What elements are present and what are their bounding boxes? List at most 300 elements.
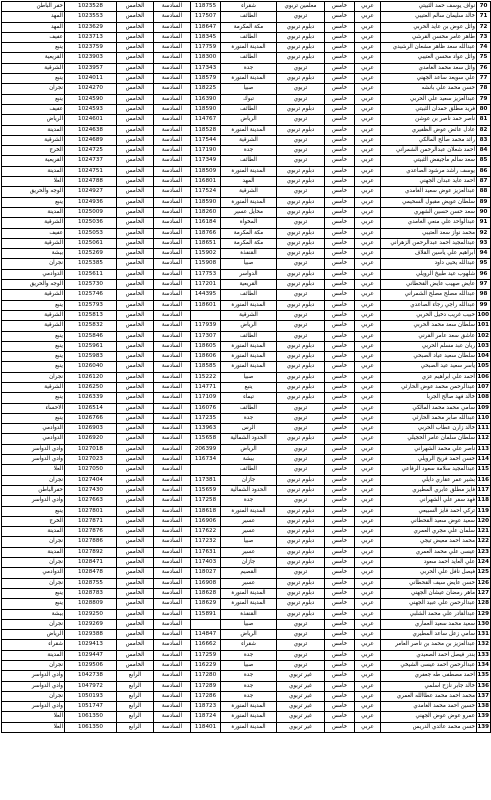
- qualification-cell: دبلوم تربوي: [277, 166, 325, 176]
- teacher-name-cell: سعد سالم ماجيفض الثبيتي: [381, 156, 477, 166]
- grade-cell: الخامس: [117, 382, 154, 392]
- grade-cell: الخامس: [117, 475, 154, 485]
- level-cell: السادسة: [154, 166, 191, 176]
- id-number-cell: 1027886: [65, 537, 117, 547]
- teacher-name-cell: عيسى علي محمد العمري: [381, 547, 477, 557]
- level-cell: السادسة: [154, 485, 191, 495]
- table-row: [2, 218, 491, 228]
- specialty-cell: عربي: [355, 444, 381, 454]
- region-cell: ينبع: [2, 599, 65, 609]
- rank-cell: خامس: [325, 166, 355, 176]
- row-number-cell: 104: [477, 352, 491, 362]
- id-number-cell: 1025793: [65, 300, 117, 310]
- id-number-cell: 1023957: [65, 63, 117, 73]
- teacher-name-cell: سلطان سعد محمد الحربي: [381, 321, 477, 331]
- specialty-cell: عربي: [355, 609, 381, 619]
- id-number-cell: 1061350: [65, 712, 117, 722]
- region-cell: الرياض: [2, 115, 65, 125]
- city-cell: المدينة المنورة: [221, 341, 277, 351]
- code-cell: 118579: [191, 74, 221, 84]
- id-number-cell: 1025746: [65, 290, 117, 300]
- table-row: [2, 94, 491, 104]
- rank-cell: خامس: [325, 527, 355, 537]
- grade-cell: الرابع: [117, 681, 154, 691]
- row-number-cell: 125: [477, 568, 491, 578]
- code-cell: 118628: [191, 588, 221, 598]
- qualification-cell: دبلوم تربوي: [277, 588, 325, 598]
- specialty-cell: عربي: [355, 568, 381, 578]
- table-row: [2, 496, 491, 506]
- grade-cell: الخامس: [117, 146, 154, 156]
- row-number-cell: 129: [477, 609, 491, 619]
- row-number-cell: 77: [477, 74, 491, 84]
- table-row: [2, 177, 491, 187]
- row-number-cell: 121: [477, 527, 491, 537]
- id-number-cell: 1028478: [65, 568, 117, 578]
- specialty-cell: عربي: [355, 321, 381, 331]
- code-cell: [191, 465, 221, 475]
- city-cell: الرياض: [221, 630, 277, 640]
- specialty-cell: عربي: [355, 125, 381, 135]
- grade-cell: الخامس: [117, 166, 154, 176]
- city-cell: الطائف: [221, 156, 277, 166]
- rank-cell: خامس: [325, 362, 355, 372]
- teacher-name-cell: سلمان علي مجري العمري: [381, 527, 477, 537]
- qualification-cell: دبلوم تربوي: [277, 352, 325, 362]
- city-cell: الطائف: [221, 12, 277, 22]
- specialty-cell: عربي: [355, 269, 381, 279]
- table-row: [2, 712, 491, 722]
- code-cell: 117631: [191, 547, 221, 557]
- results-table-sheet: [1, 1, 490, 733]
- grade-cell: الخامس: [117, 218, 154, 228]
- row-number-cell: 133: [477, 650, 491, 660]
- code-cell: 117258: [191, 496, 221, 506]
- specialty-cell: عربي: [355, 53, 381, 63]
- row-number-cell: 98: [477, 290, 491, 300]
- code-cell: 118647: [191, 22, 221, 32]
- grade-cell: الخامس: [117, 485, 154, 495]
- city-cell: محايل عسير: [221, 207, 277, 217]
- id-number-cell: 1025385: [65, 259, 117, 269]
- teacher-name-cell: سلطان عويض مقبول السحيمي: [381, 197, 477, 207]
- code-cell: 114847: [191, 630, 221, 640]
- region-cell: نجران: [2, 619, 65, 629]
- row-number-cell: 109: [477, 403, 491, 413]
- table-row: [2, 300, 491, 310]
- code-cell: 206399: [191, 444, 221, 454]
- city-cell: الطائف: [221, 53, 277, 63]
- row-number-cell: 103: [477, 341, 491, 351]
- row-number-cell: 88: [477, 187, 491, 197]
- grade-cell: الخامس: [117, 156, 154, 166]
- region-cell: ينبع: [2, 506, 65, 516]
- city-cell: الطائف: [221, 104, 277, 114]
- region-cell: الشرقية: [2, 290, 65, 300]
- teacher-name-cell: ريان عبد مسلم الحربي: [381, 341, 477, 351]
- rank-cell: خامس: [325, 547, 355, 557]
- grade-cell: الخامس: [117, 650, 154, 660]
- grade-cell: الخامس: [117, 300, 154, 310]
- teacher-name-cell: نواف يوسف حمد الثبيتي: [381, 2, 477, 12]
- grade-cell: الخامس: [117, 465, 154, 475]
- level-cell: السادسة: [154, 331, 191, 341]
- city-cell: الشرقية: [221, 310, 277, 320]
- row-number-cell: 117: [477, 485, 491, 495]
- city-cell: الرياض: [221, 444, 277, 454]
- qualification-cell: تربوي: [277, 146, 325, 156]
- region-cell: الشرقية: [2, 218, 65, 228]
- region-cell: القريعية: [2, 53, 65, 63]
- row-number-cell: 113: [477, 444, 491, 454]
- city-cell: صبيا: [221, 619, 277, 629]
- region-cell: ينبع: [2, 393, 65, 403]
- level-cell: السادسة: [154, 63, 191, 73]
- code-cell: 118766: [191, 228, 221, 238]
- qualification-cell: دبلوم تربوي: [277, 578, 325, 588]
- code-cell: 118724: [191, 712, 221, 722]
- table-row: [2, 691, 491, 701]
- qualification-cell: دبلوم تربوي: [277, 280, 325, 290]
- table-row: [2, 393, 491, 403]
- rank-cell: خامس: [325, 63, 355, 73]
- city-cell: جازان: [221, 475, 277, 485]
- region-cell: الشرقية: [2, 135, 65, 145]
- table-row: [2, 74, 491, 84]
- code-cell: 117286: [191, 691, 221, 701]
- rank-cell: خامس: [325, 691, 355, 701]
- region-cell: العلا: [2, 465, 65, 475]
- table-row: [2, 702, 491, 712]
- row-number-cell: 94: [477, 249, 491, 259]
- rank-cell: خامس: [325, 115, 355, 125]
- row-number-cell: 132: [477, 640, 491, 650]
- specialty-cell: عربي: [355, 104, 381, 114]
- rank-cell: خامس: [325, 434, 355, 444]
- row-number-cell: 136: [477, 681, 491, 691]
- region-cell: وادي الدواسر: [2, 681, 65, 691]
- region-cell: ينبع: [2, 43, 65, 53]
- city-cell: جدة: [221, 496, 277, 506]
- specialty-cell: عربي: [355, 434, 381, 444]
- code-cell: 117259: [191, 650, 221, 660]
- row-number-cell: 124: [477, 558, 491, 568]
- table-row: [2, 403, 491, 413]
- level-cell: السادسة: [154, 619, 191, 629]
- region-cell: الخرج: [2, 146, 65, 156]
- specialty-cell: عربي: [355, 197, 381, 207]
- city-cell: المدينة المنورة: [221, 125, 277, 135]
- table-row: [2, 485, 491, 495]
- id-number-cell: 1026250: [65, 382, 117, 392]
- specialty-cell: عربي: [355, 485, 381, 495]
- id-number-cell: 1024737: [65, 156, 117, 166]
- region-cell: العلا: [2, 177, 65, 187]
- row-number-cell: 137: [477, 691, 491, 701]
- row-number-cell: 95: [477, 259, 491, 269]
- table-row: [2, 238, 491, 248]
- row-number-cell: 97: [477, 280, 491, 290]
- rank-cell: خامس: [325, 74, 355, 84]
- code-cell: 118590: [191, 104, 221, 114]
- level-cell: السادسة: [154, 156, 191, 166]
- id-number-cell: 1024270: [65, 84, 117, 94]
- specialty-cell: عربي: [355, 496, 381, 506]
- city-cell: القنفذة: [221, 249, 277, 259]
- qualification-cell: تربوي: [277, 640, 325, 650]
- level-cell: السادسة: [154, 671, 191, 681]
- region-cell: حفرالباطن: [2, 485, 65, 495]
- region-cell: القريعية: [2, 156, 65, 166]
- city-cell: جدة: [221, 413, 277, 423]
- code-cell: 118629: [191, 599, 221, 609]
- level-cell: السادسة: [154, 32, 191, 42]
- code-cell: 117307: [191, 331, 221, 341]
- teacher-name-cell: حبيب غريب دخيل الحربي: [381, 310, 477, 320]
- specialty-cell: عربي: [355, 115, 381, 125]
- specialty-cell: عربي: [355, 640, 381, 650]
- specialty-cell: عربي: [355, 74, 381, 84]
- id-number-cell: 1026766: [65, 413, 117, 423]
- teacher-name-cell: عبدالله مصلح مصلح الشمراني: [381, 290, 477, 300]
- id-number-cell: 1025832: [65, 321, 117, 331]
- id-number-cell: 1027023: [65, 455, 117, 465]
- id-number-cell: 1028755: [65, 578, 117, 588]
- qualification-cell: دبلوم تربوي: [277, 249, 325, 259]
- level-cell: السادسة: [154, 630, 191, 640]
- city-cell: الرياض: [221, 321, 277, 331]
- grade-cell: الخامس: [117, 372, 154, 382]
- table-row: [2, 22, 491, 32]
- table-row: [2, 43, 491, 53]
- region-cell: ينبع: [2, 94, 65, 104]
- id-number-cell: 1029506: [65, 661, 117, 671]
- region-cell: الوجه والحريق: [2, 187, 65, 197]
- level-cell: السادسة: [154, 702, 191, 712]
- rank-cell: خامس: [325, 702, 355, 712]
- grade-cell: الخامس: [117, 63, 154, 73]
- city-cell: صبيا: [221, 259, 277, 269]
- teacher-name-cell: خالد جابر نازح اسلمي: [381, 681, 477, 691]
- rank-cell: خامس: [325, 43, 355, 53]
- level-cell: السادسة: [154, 722, 191, 732]
- grade-cell: الخامس: [117, 619, 154, 629]
- rank-cell: خامس: [325, 53, 355, 63]
- specialty-cell: عربي: [355, 12, 381, 22]
- rank-cell: خامس: [325, 146, 355, 156]
- code-cell: 115908: [191, 259, 221, 269]
- qualification-cell: دبلوم تربوي: [277, 372, 325, 382]
- grade-cell: الخامس: [117, 94, 154, 104]
- code-cell: 118585: [191, 362, 221, 372]
- qualification-cell: غير تربوي: [277, 691, 325, 701]
- teacher-name-cell: عايض صهيب عايض القحطاني: [381, 280, 477, 290]
- city-cell: جازان: [221, 558, 277, 568]
- code-cell: 116390: [191, 94, 221, 104]
- rank-cell: خامس: [325, 413, 355, 423]
- code-cell: 118027: [191, 568, 221, 578]
- city-cell: القريعية: [221, 280, 277, 290]
- rank-cell: خامس: [325, 135, 355, 145]
- id-number-cell: 1024788: [65, 177, 117, 187]
- region-cell: المدينة: [2, 125, 65, 135]
- region-cell: الدوادمي: [2, 434, 65, 444]
- teacher-name-cell: ناصر علي محمد الشهراني: [381, 444, 477, 454]
- id-number-cell: 1025813: [65, 310, 117, 320]
- grade-cell: الخامس: [117, 537, 154, 547]
- specialty-cell: عربي: [355, 506, 381, 516]
- table-row: [2, 455, 491, 465]
- code-cell: 118651: [191, 238, 221, 248]
- row-number-cell: 71: [477, 12, 491, 22]
- level-cell: السادسة: [154, 527, 191, 537]
- row-number-cell: 90: [477, 207, 491, 217]
- teacher-name-cell: حسين احمد محمد الغامدي: [381, 702, 477, 712]
- region-cell: المهد: [2, 12, 65, 22]
- rank-cell: خامس: [325, 496, 355, 506]
- row-number-cell: 118: [477, 496, 491, 506]
- specialty-cell: عربي: [355, 228, 381, 238]
- grade-cell: الخامس: [117, 259, 154, 269]
- table-row: [2, 722, 491, 732]
- teacher-name-cell: سعيد محمد سعيد العماري: [381, 619, 477, 629]
- region-cell: بيشة: [2, 609, 65, 619]
- qualification-cell: دبلوم تربوي: [277, 32, 325, 42]
- row-number-cell: 92: [477, 228, 491, 238]
- rank-cell: خامس: [325, 578, 355, 588]
- rank-cell: خامس: [325, 609, 355, 619]
- table-row: [2, 341, 491, 351]
- id-number-cell: 1024725: [65, 146, 117, 156]
- region-cell: وادي الدواسر: [2, 444, 65, 454]
- code-cell: 144395: [191, 290, 221, 300]
- region-cell: عفيف: [2, 32, 65, 42]
- region-cell: المدينة: [2, 207, 65, 217]
- region-cell: المدينة: [2, 527, 65, 537]
- id-number-cell: 1025611: [65, 269, 117, 279]
- region-cell: عفيف: [2, 104, 65, 114]
- row-number-cell: 126: [477, 578, 491, 588]
- grade-cell: الخامس: [117, 588, 154, 598]
- specialty-cell: عربي: [355, 218, 381, 228]
- grade-cell: الخامس: [117, 207, 154, 217]
- specialty-cell: عربي: [355, 455, 381, 465]
- code-cell: 115222: [191, 372, 221, 382]
- city-cell: شقراء: [221, 640, 277, 650]
- qualification-cell: دبلوم تربوي: [277, 22, 325, 32]
- teacher-name-cell: يوسف راشد مرشود الصاعدي: [381, 166, 477, 176]
- code-cell: 115891: [191, 609, 221, 619]
- teacher-name-cell: سعد حسن حسين الشهري: [381, 207, 477, 217]
- qualification-cell: دبلوم تربوي: [277, 516, 325, 526]
- teacher-name-cell: خالد زارن عطاب الحربي: [381, 424, 477, 434]
- region-cell: المدينة: [2, 166, 65, 176]
- specialty-cell: عربي: [355, 238, 381, 248]
- id-number-cell: 1027663: [65, 496, 117, 506]
- rank-cell: خامس: [325, 485, 355, 495]
- grade-cell: الخامس: [117, 197, 154, 207]
- id-number-cell: 1028471: [65, 558, 117, 568]
- region-cell: ينبع: [2, 331, 65, 341]
- level-cell: السادسة: [154, 22, 191, 32]
- table-row: [2, 619, 491, 629]
- specialty-cell: عربي: [355, 177, 381, 187]
- level-cell: السادسة: [154, 94, 191, 104]
- qualification-cell: تربوي: [277, 290, 325, 300]
- row-number-cell: 111: [477, 424, 491, 434]
- region-cell: المدينة: [2, 650, 65, 660]
- qualification-cell: دبلوم تربوي: [277, 43, 325, 53]
- rank-cell: خامس: [325, 722, 355, 732]
- level-cell: السادسة: [154, 300, 191, 310]
- region-cell: الرياض: [2, 630, 65, 640]
- qualification-cell: غير تربوي: [277, 722, 325, 732]
- rank-cell: خامس: [325, 94, 355, 104]
- row-number-cell: 131: [477, 630, 491, 640]
- specialty-cell: عربي: [355, 393, 381, 403]
- qualification-cell: دبلوم تربوي: [277, 434, 325, 444]
- row-number-cell: 139: [477, 712, 491, 722]
- id-number-cell: 1029388: [65, 630, 117, 640]
- region-cell: ينبع: [2, 588, 65, 598]
- rank-cell: خامس: [325, 12, 355, 22]
- code-cell: 115659: [191, 485, 221, 495]
- teacher-name-cell: حسن احمد فريح الرويلي: [381, 455, 477, 465]
- city-cell: جدة: [221, 691, 277, 701]
- specialty-cell: عربي: [355, 619, 381, 629]
- code-cell: 114767: [191, 115, 221, 125]
- grade-cell: الخامس: [117, 125, 154, 135]
- city-cell: شقراء: [221, 2, 277, 12]
- rank-cell: خامس: [325, 2, 355, 12]
- qualification-cell: تربوي: [277, 321, 325, 331]
- row-number-cell: 134: [477, 661, 491, 671]
- specialty-cell: عربي: [355, 650, 381, 660]
- specialty-cell: عربي: [355, 681, 381, 691]
- grade-cell: الخامس: [117, 280, 154, 290]
- level-cell: السادسة: [154, 599, 191, 609]
- code-cell: 117544: [191, 135, 221, 145]
- row-number-cell: 100: [477, 310, 491, 320]
- rank-cell: خامس: [325, 290, 355, 300]
- city-cell: المدينة المنورة: [221, 702, 277, 712]
- id-number-cell: 1047972: [65, 681, 117, 691]
- row-number-cell: 96: [477, 269, 491, 279]
- code-cell: 117289: [191, 681, 221, 691]
- specialty-cell: عربي: [355, 382, 381, 392]
- rank-cell: خامس: [325, 630, 355, 640]
- region-cell: ينبع: [2, 197, 65, 207]
- grade-cell: الخامس: [117, 444, 154, 454]
- rank-cell: خامس: [325, 444, 355, 454]
- region-cell: وادي الدواسر: [2, 671, 65, 681]
- level-cell: السادسة: [154, 53, 191, 63]
- code-cell: 115902: [191, 249, 221, 259]
- specialty-cell: عربي: [355, 249, 381, 259]
- city-cell: المدينة المنورة: [221, 722, 277, 732]
- code-cell: 118260: [191, 207, 221, 217]
- code-cell: 118606: [191, 352, 221, 362]
- qualification-cell: غير تربوي: [277, 671, 325, 681]
- code-cell: 118618: [191, 506, 221, 516]
- grade-cell: الخامس: [117, 84, 154, 94]
- row-number-cell: 99: [477, 300, 491, 310]
- level-cell: السادسة: [154, 310, 191, 320]
- specialty-cell: عربي: [355, 516, 381, 526]
- level-cell: السادسة: [154, 2, 191, 12]
- specialty-cell: عربي: [355, 135, 381, 145]
- code-cell: 118509: [191, 166, 221, 176]
